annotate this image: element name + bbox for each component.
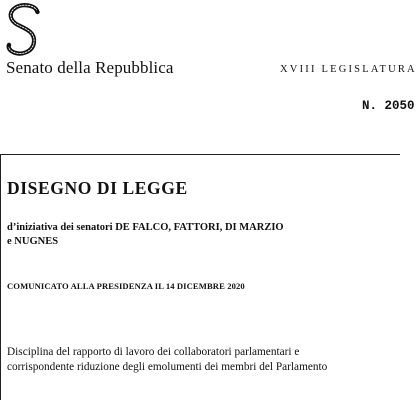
communication-date: COMUNICATO ALLA PRESIDENZA IL 14 DICEMBRE 2020	[7, 281, 245, 291]
frame-left-rule	[0, 154, 1, 400]
initiative-block	[7, 221, 284, 248]
bill-subject	[7, 345, 327, 375]
frame-top-rule	[0, 154, 400, 155]
senate-emblem-icon	[4, 2, 44, 58]
bill-title: DISEGNO DI LEGGE	[7, 178, 188, 198]
initiative-line: d’iniziativa dei senatori DE FALCO, FATTORI, DI MARZIO	[7, 222, 284, 233]
document-number: N. 2050	[362, 99, 415, 113]
legislature-label: XVIII LEGISLATURA	[280, 64, 417, 75]
institution-name: Senato della Repubblica	[6, 58, 174, 77]
subject-line: corrispondente riduzione degli emolumenti dei membri del Parlamento	[7, 361, 328, 373]
subject-line: Disciplina del rapporto di lavoro dei collaboratori parlamentari e	[7, 346, 300, 358]
initiative-line: e NUGNES	[7, 235, 59, 247]
